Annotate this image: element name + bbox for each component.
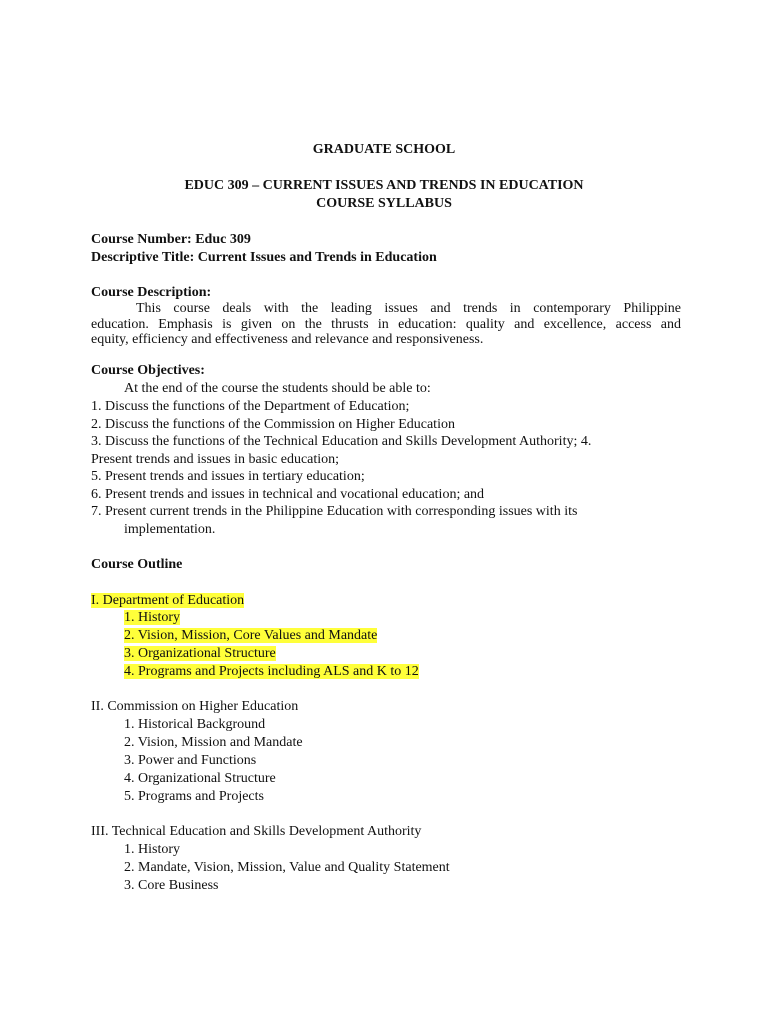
descriptive-title: Descriptive Title: Current Issues and Trends in Education: [91, 250, 437, 265]
outline-item: [124, 645, 276, 663]
outline-section-title: III. Technical Education and Skills Development Authority: [91, 824, 422, 839]
outline-item: 1. Historical Background: [124, 717, 266, 732]
objective-item: 1. Discuss the functions of the Department of Education;: [91, 399, 410, 414]
outline-item: 1. History: [124, 842, 180, 857]
objective-item: 5. Present trends and issues in tertiary education;: [91, 469, 365, 484]
outline-section-title: II. Commission on Higher Education: [91, 699, 299, 714]
course-number: Course Number: Educ 309: [91, 232, 251, 247]
outline-item: 4. Organizational Structure: [124, 771, 276, 786]
objective-item: Present trends and issues in basic education;: [91, 452, 340, 467]
outline-heading: Course Outline: [91, 557, 183, 572]
outline-item: 3. Power and Functions: [124, 753, 257, 768]
description-line: equity, efficiency and effectiveness and relevance and responsiveness.: [91, 332, 484, 347]
description-line: education. Emphasis is given on the thrusts in education: quality and excellence, access and: [91, 317, 681, 332]
school-heading: GRADUATE SCHOOL: [312, 142, 456, 157]
description-line: This course deals with the leading issues and trends in contemporary Philippine: [136, 301, 681, 316]
syllabus-heading: COURSE SYLLABUS: [316, 196, 452, 211]
description-heading: Course Description:: [91, 285, 212, 300]
highlighted-text: 4. Programs and Projects including ALS and K to 12: [124, 664, 419, 679]
objective-continuation: implementation.: [124, 522, 216, 537]
highlighted-text: 2. Vision, Mission, Core Values and Mandate: [124, 628, 378, 643]
outline-item: [124, 609, 180, 627]
objective-item: 6. Present trends and issues in technical and vocational education; and: [91, 487, 485, 502]
course-heading: EDUC 309 – CURRENT ISSUES AND TRENDS IN EDUCATION: [184, 178, 584, 193]
outline-item: [124, 627, 377, 645]
objectives-heading: Course Objectives:: [91, 363, 205, 378]
highlighted-text: 1. History: [124, 610, 180, 625]
objective-item: 3. Discuss the functions of the Technical Education and Skills Development Authority; 4.: [91, 434, 592, 449]
highlighted-text: I. Department of Education: [91, 593, 245, 608]
outline-section-title: [91, 592, 244, 610]
outline-item: 5. Programs and Projects: [124, 789, 264, 804]
outline-item: 2. Mandate, Vision, Mission, Value and Quality Statement: [124, 860, 450, 875]
outline-item: 3. Core Business: [124, 878, 219, 893]
objective-item: 2. Discuss the functions of the Commission on Higher Education: [91, 417, 455, 432]
outline-item: 2. Vision, Mission and Mandate: [124, 735, 303, 750]
outline-item: [124, 663, 419, 681]
objective-item: 7. Present current trends in the Philippine Education with corresponding issues with its: [91, 504, 578, 519]
objectives-intro: At the end of the course the students should be able to:: [124, 381, 431, 396]
highlighted-text: 3. Organizational Structure: [124, 646, 276, 661]
